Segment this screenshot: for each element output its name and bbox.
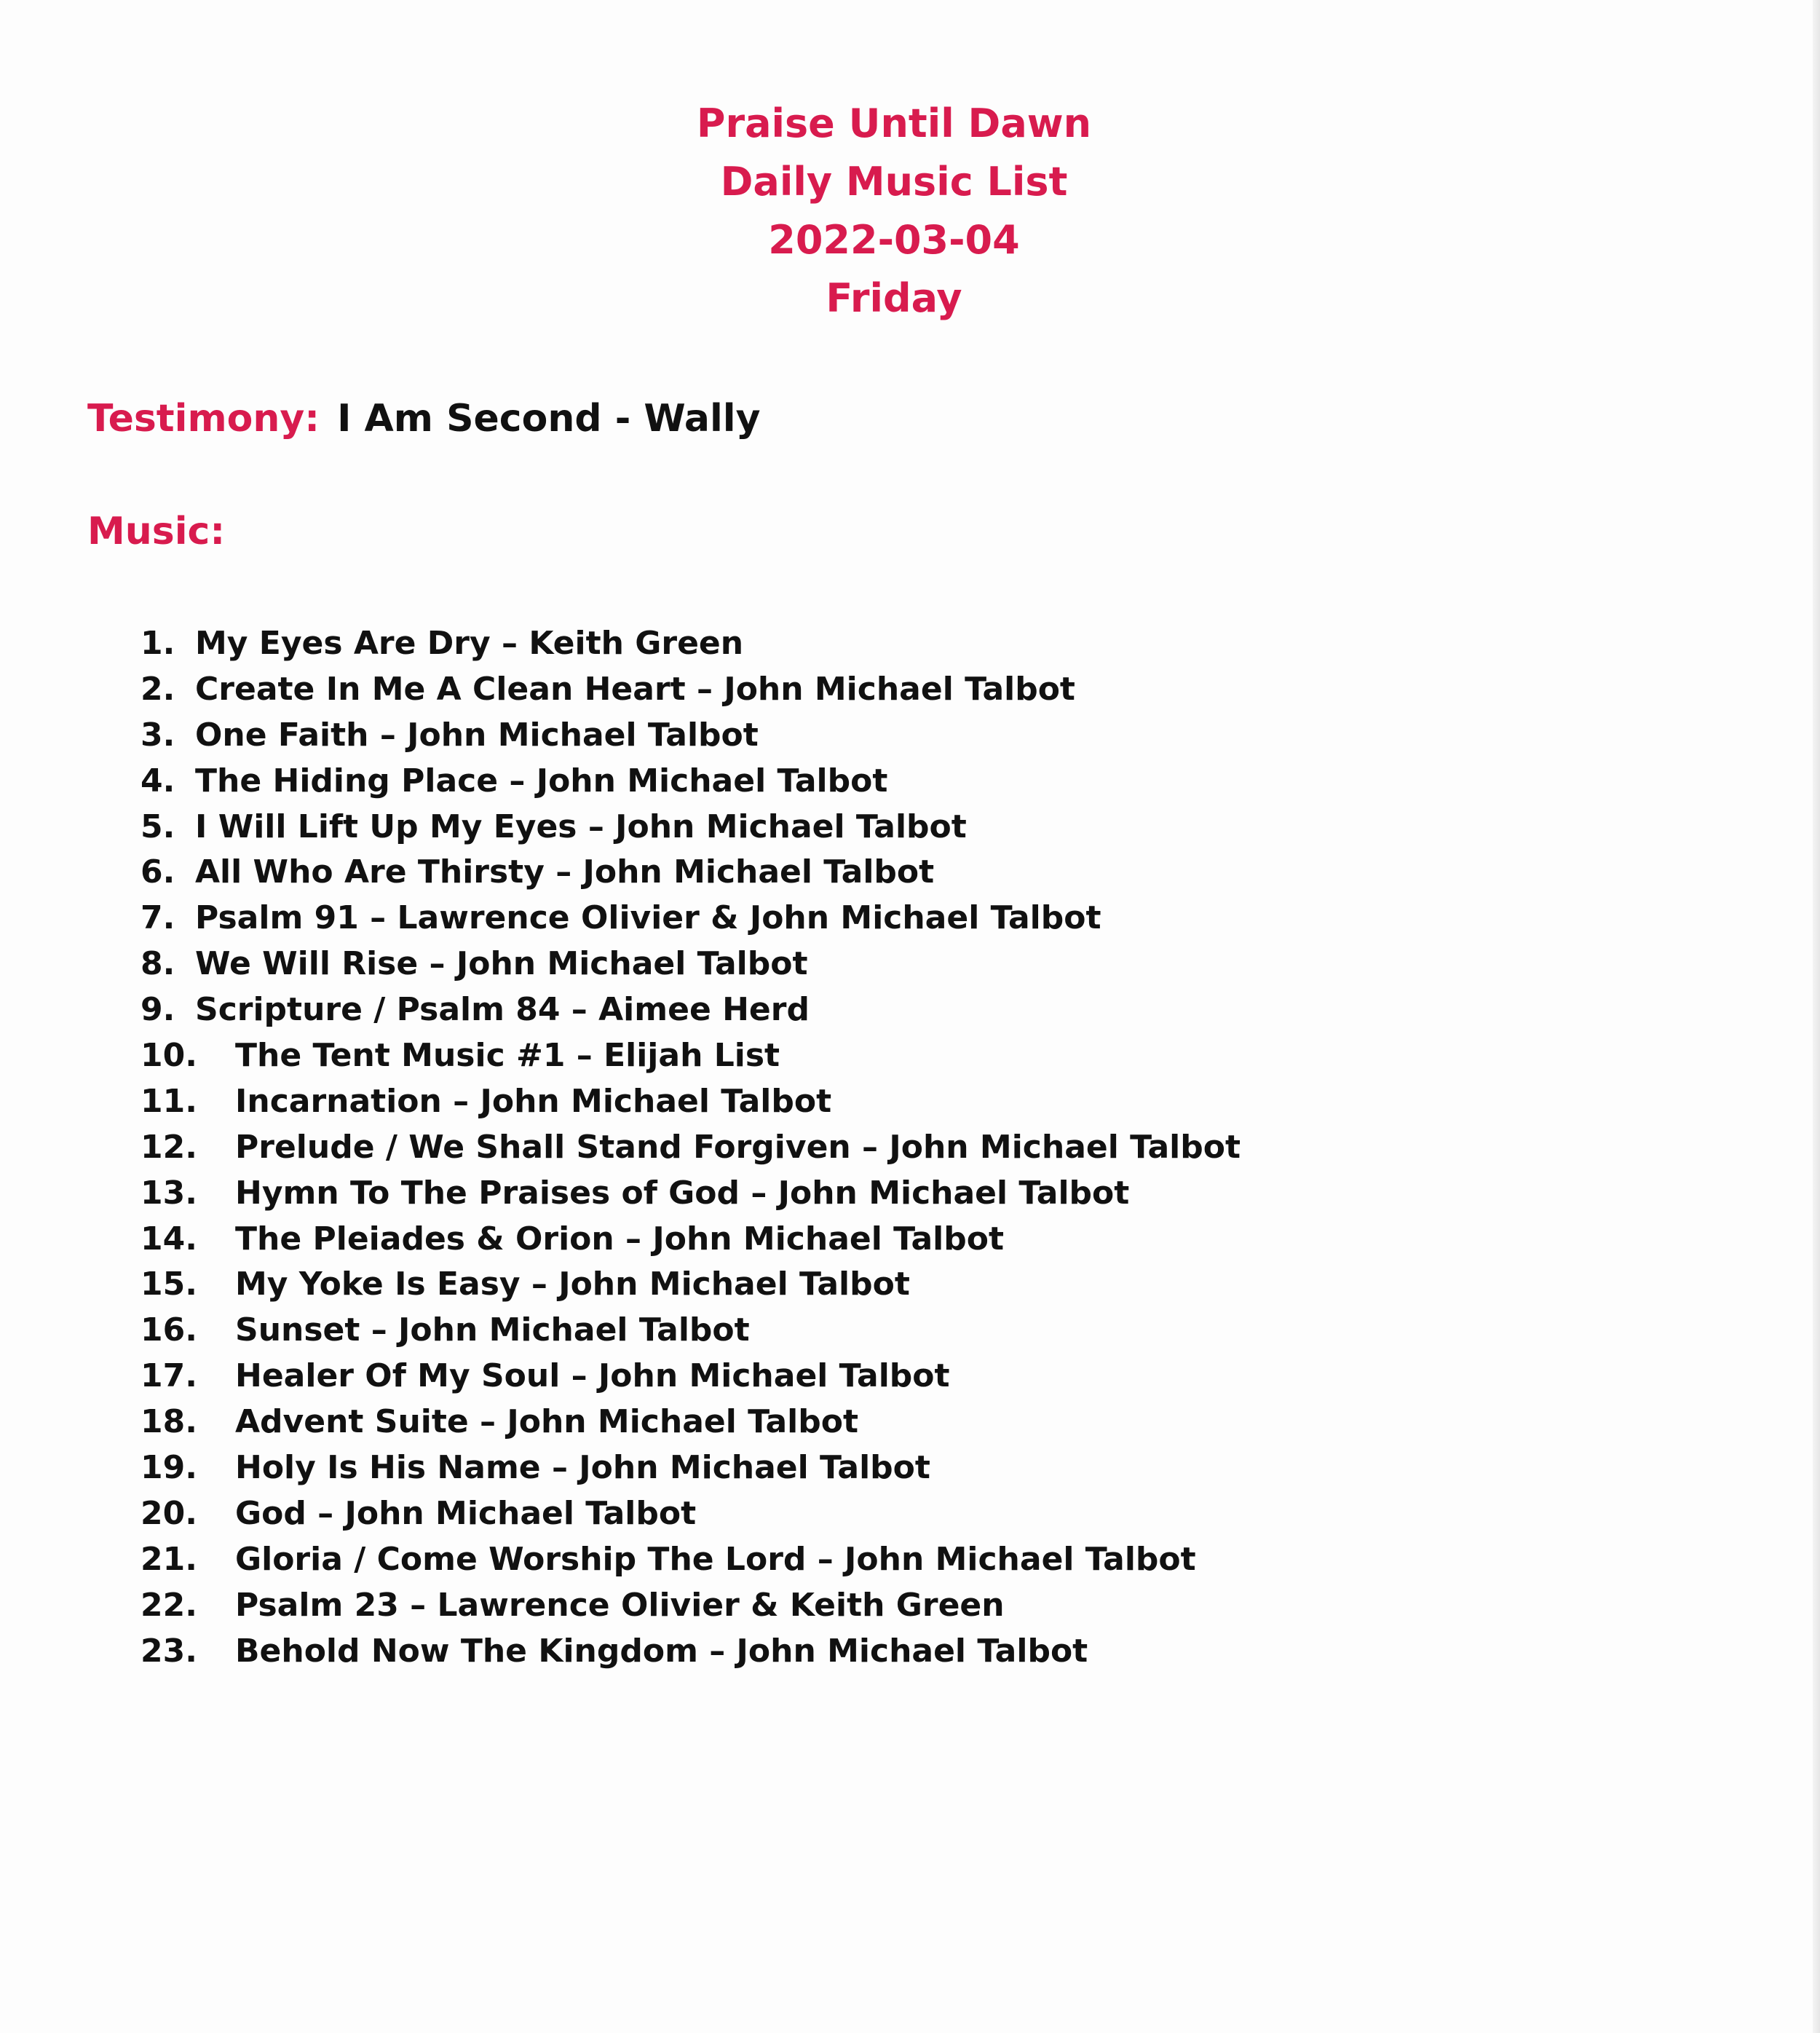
song-title: I Will Lift Up My Eyes – John Michael Talbot: [195, 808, 967, 845]
song-number: 8.: [141, 945, 175, 983]
header-subtitle: Daily Music List: [720, 159, 1068, 205]
song-number: 15.: [141, 1266, 197, 1303]
music-label: Music:: [87, 510, 226, 553]
song-item: [141, 1629, 1241, 1675]
song-item: [141, 805, 1241, 850]
song-title: My Eyes Are Dry – Keith Green: [195, 625, 744, 662]
song-item: [141, 1400, 1241, 1445]
song-list: [141, 621, 1241, 1674]
song-title: Incarnation – John Michael Talbot: [235, 1082, 832, 1120]
song-number: 17.: [141, 1357, 197, 1395]
song-number: 23.: [141, 1632, 197, 1670]
song-number: 9.: [141, 991, 175, 1029]
song-item: [141, 896, 1241, 942]
song-number: 10.: [141, 1037, 197, 1075]
song-title: The Tent Music #1 – Elijah List: [235, 1037, 780, 1075]
song-number: 18.: [141, 1403, 197, 1441]
song-title: Psalm 91 – Lawrence Olivier & John Michael Talbot: [195, 899, 1101, 937]
page-edge: [1813, 0, 1820, 2033]
song-title: One Faith – John Michael Talbot: [195, 716, 759, 754]
song-number: 3.: [141, 716, 175, 754]
song-number: 21.: [141, 1540, 197, 1578]
testimony-label: Testimony:: [87, 397, 320, 441]
song-title: Sunset – John Michael Talbot: [235, 1311, 750, 1349]
song-number: 1.: [141, 625, 175, 662]
song-number: 5.: [141, 808, 175, 845]
song-item: [141, 850, 1241, 896]
song-title: My Yoke Is Easy – John Michael Talbot: [235, 1266, 910, 1303]
song-number: 6.: [141, 853, 175, 891]
song-number: 12.: [141, 1128, 197, 1166]
document-header: [0, 95, 1788, 328]
song-item: [141, 1079, 1241, 1125]
song-item: [141, 667, 1241, 713]
song-item: [141, 621, 1241, 667]
song-item: [141, 1033, 1241, 1079]
song-item: [141, 1445, 1241, 1491]
song-item: [141, 1354, 1241, 1400]
song-number: 4.: [141, 762, 175, 800]
song-item: [141, 1308, 1241, 1354]
header-day: Friday: [826, 275, 962, 321]
header-date: 2022-03-04: [768, 217, 1020, 263]
song-item: [141, 1125, 1241, 1171]
song-item: [141, 759, 1241, 805]
song-item: [141, 942, 1241, 987]
song-item: [141, 987, 1241, 1033]
song-title: All Who Are Thirsty – John Michael Talbot: [195, 853, 935, 891]
song-title: We Will Rise – John Michael Talbot: [195, 945, 808, 983]
song-title: Psalm 23 – Lawrence Olivier & Keith Green: [235, 1586, 1005, 1624]
song-title: Prelude / We Shall Stand Forgiven – John Michael Talbot: [235, 1128, 1241, 1166]
song-item: [141, 713, 1241, 759]
song-item: [141, 1491, 1241, 1537]
testimony-value: I Am Second - Wally: [337, 397, 761, 441]
song-item: [141, 1171, 1241, 1217]
song-title: Behold Now The Kingdom – John Michael Talbot: [235, 1632, 1088, 1670]
song-title: Scripture / Psalm 84 – Aimee Herd: [195, 991, 810, 1029]
song-number: 13.: [141, 1174, 197, 1212]
song-title: God – John Michael Talbot: [235, 1494, 697, 1532]
song-title: Hymn To The Praises of God – John Michael Talbot: [235, 1174, 1130, 1212]
song-item: [141, 1217, 1241, 1263]
song-number: 20.: [141, 1494, 197, 1532]
song-title: Create In Me A Clean Heart – John Michael Talbot: [195, 670, 1075, 708]
song-number: 2.: [141, 670, 175, 708]
song-title: The Hiding Place – John Michael Talbot: [195, 762, 888, 800]
testimony-line: [87, 390, 761, 448]
song-item: [141, 1537, 1241, 1583]
song-title: Advent Suite – John Michael Talbot: [235, 1403, 859, 1441]
header-title: Praise Until Dawn: [696, 100, 1092, 146]
song-title: Holy Is His Name – John Michael Talbot: [235, 1449, 930, 1487]
song-title: Healer Of My Soul – John Michael Talbot: [235, 1357, 950, 1395]
song-number: 11.: [141, 1082, 197, 1120]
song-number: 19.: [141, 1449, 197, 1487]
song-number: 14.: [141, 1220, 197, 1258]
song-title: Gloria / Come Worship The Lord – John Michael Talbot: [235, 1540, 1196, 1578]
song-title: The Pleiades & Orion – John Michael Talbot: [235, 1220, 1004, 1258]
song-number: 7.: [141, 899, 175, 937]
song-item: [141, 1583, 1241, 1629]
song-number: 22.: [141, 1586, 197, 1624]
song-number: 16.: [141, 1311, 197, 1349]
song-item: [141, 1262, 1241, 1308]
